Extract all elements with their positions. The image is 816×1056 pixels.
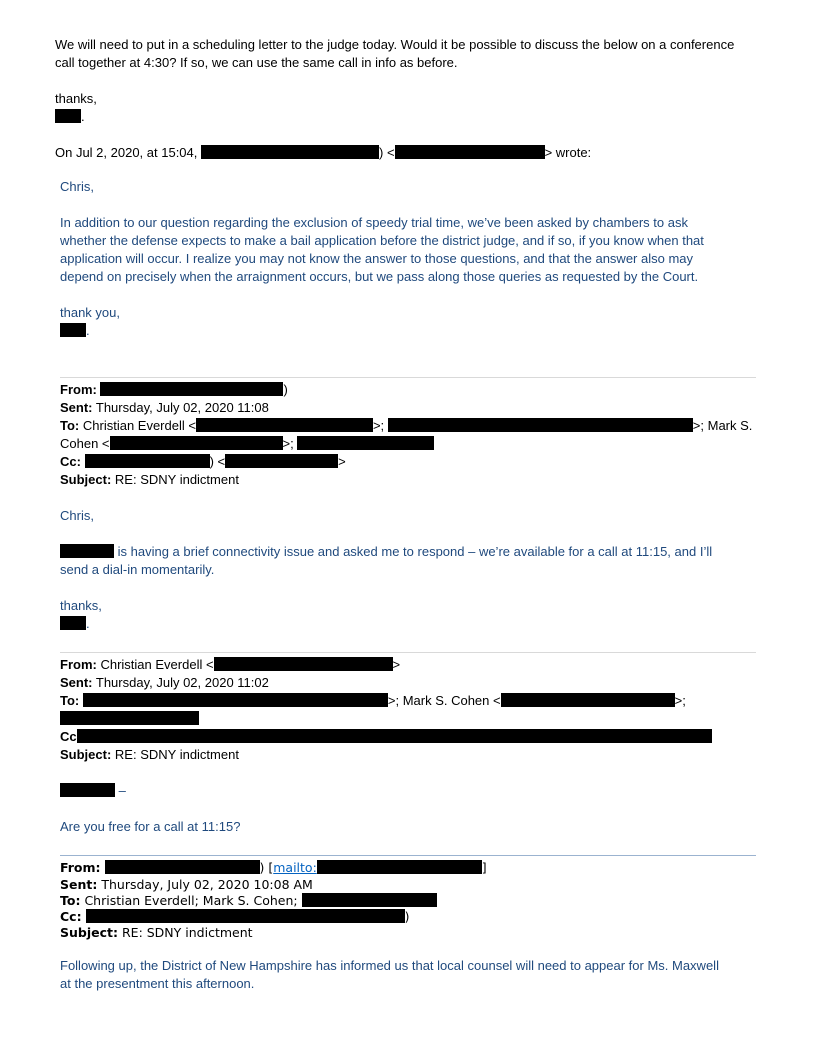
hdr2-to-cont [60, 710, 199, 728]
hdr2-to: To: >; Mark S. Cohen < >; [60, 693, 686, 708]
hdr2-cc: Cc [60, 728, 712, 746]
msg2-line-1: is having a brief connectivity issue and asked me to respond – we’re available for a call at 11:15, and I’ll [60, 543, 712, 561]
hdr3-cc: Cc: ) [60, 909, 410, 924]
hdr2-from: From: Christian Everdell < > [60, 657, 401, 672]
msg2-signoff: thanks, [60, 598, 102, 613]
redaction [105, 860, 260, 874]
redaction [60, 616, 86, 630]
redaction [302, 893, 437, 907]
hdr3-from: From: ) [mailto: ] [60, 860, 487, 875]
redaction [297, 436, 434, 450]
msg1-signature: . [60, 322, 90, 340]
msg1-signoff: thank you, [60, 305, 120, 320]
hdr1-sent: Sent: Thursday, July 02, 2020 11:08 [60, 400, 269, 415]
redaction [85, 454, 210, 468]
redaction [86, 909, 405, 923]
msg2-line-2: send a dial-in momentarily. [60, 562, 215, 577]
top-thanks: thanks, [55, 91, 97, 106]
redaction [196, 418, 373, 432]
top-line-1: We will need to put in a scheduling letter to the judge today. Would it be possible to discuss the below on a conference [55, 37, 735, 52]
hdr1-to: To: Christian Everdell < >; >; Mark S. [60, 418, 753, 433]
msg1-line-2: whether the defense expects to make a bail application before the district judge, and if so, if you know when that [60, 233, 704, 248]
mailto-link[interactable]: mailto: [273, 860, 317, 875]
msg1-line-3: application will occur. I realize you may not know the answer to those questions, and that the answer also may [60, 251, 694, 266]
top-signature: . [55, 108, 85, 126]
hdr3-subject: Subject: RE: SDNY indictment [60, 925, 253, 940]
redaction [388, 418, 693, 432]
msg3-question: Are you free for a call at 11:15? [60, 819, 241, 834]
divider [60, 855, 756, 856]
redaction [60, 323, 86, 337]
msg3-salutation: – [60, 782, 126, 800]
wrote-line: On Jul 2, 2020, at 15:04, ) < > wrote: [55, 145, 592, 160]
divider [60, 377, 756, 378]
redaction [214, 657, 393, 671]
msg1-greeting: Chris, [60, 179, 94, 194]
msg2-greeting: Chris, [60, 508, 94, 523]
msg1-line-4: depend on precisely when the arraignment occurs, but we pass along those queries as requested by the Court. [60, 269, 699, 284]
hdr3-sent: Sent: Thursday, July 02, 2020 10:08 AM [60, 877, 313, 892]
redaction [60, 544, 114, 558]
hdr2-sent: Sent: Thursday, July 02, 2020 11:02 [60, 675, 269, 690]
redaction [100, 382, 283, 396]
top-line-2: call together at 4:30? If so, we can use the same call in info as before. [55, 55, 458, 70]
msg4-line-1: Following up, the District of New Hampshire has informed us that local counsel will need to appear for Ms. Maxwell [60, 958, 719, 973]
redaction [60, 711, 199, 725]
redaction [395, 145, 545, 159]
redaction [201, 145, 379, 159]
hdr3-to: To: Christian Everdell; Mark S. Cohen; [60, 892, 437, 910]
hdr1-cc: Cc: ) < > [60, 454, 346, 469]
redaction [501, 693, 675, 707]
hdr1-subject: Subject: RE: SDNY indictment [60, 472, 239, 487]
hdr1-to-cont: Cohen < >; [60, 435, 434, 453]
redaction [77, 729, 712, 743]
msg2-signature: . [60, 615, 90, 633]
msg1-line-1: In addition to our question regarding the exclusion of speedy trial time, we’ve been asked by chambers to ask [60, 215, 688, 230]
redaction [83, 693, 388, 707]
hdr1-from: From: ) [60, 382, 288, 397]
redaction [317, 860, 482, 874]
redaction [110, 436, 283, 450]
redaction [225, 454, 338, 468]
hdr2-subject: Subject: RE: SDNY indictment [60, 747, 239, 762]
redaction [60, 783, 115, 797]
divider [60, 652, 756, 653]
redaction [55, 109, 81, 123]
msg4-line-2: at the presentment this afternoon. [60, 976, 255, 991]
